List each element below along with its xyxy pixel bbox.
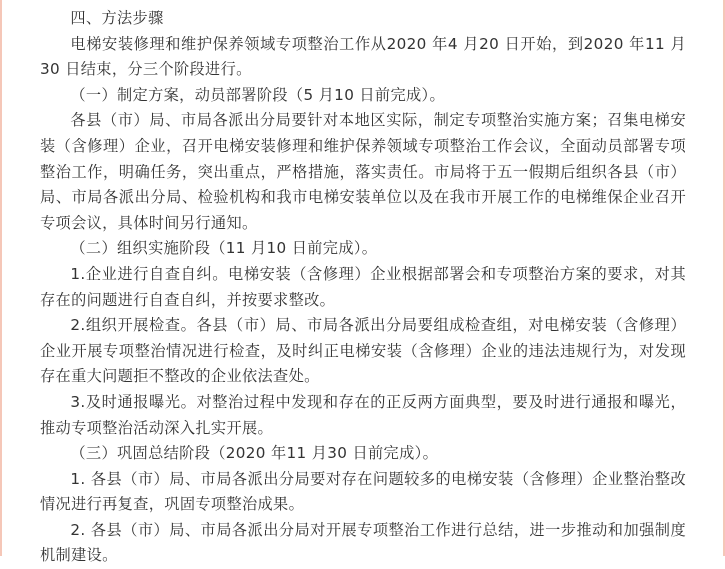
phase-1-title: （一）制定方案，动员部署阶段（5 月10 日前完成）。 (70, 85, 446, 104)
left-border-line (0, 0, 2, 556)
phase-3-title: （三）巩固总结阶段（2020 年11 月30 日前完成）。 (70, 444, 439, 463)
phase-1-body: 各县（市）局、市局各派出分局要针对本地区实际，制定专项整治实施方案；召集电梯安装（含修理）企业，召开电梯安装修理和维护保养领域专项整治工作会议，全面动员部署专项整治工作，明确任务，突出重点，严格措施，落实责任。市局将于五一假期后组织各县（市）局、市局各派出分局、检验机构和我市电梯安装单位以及在我市开展工作的电梯维保企业召开专项会议，具体时间另行通知。 (40, 111, 686, 232)
phase-3-item-2: 2. 各县（市）局、市局各派出分局对开展专项整治工作进行总结，进一步推动和加强制度机制建设。 (40, 520, 686, 565)
section-heading: 四、方法步骤 (70, 9, 164, 27)
phase-2-item-3: 3.及时通报曝光。对整治过程中发现和存在的正反两方面典型，要及时进行通报和曝光，推动专项整治活动深入扎实开展。 (40, 392, 686, 437)
phase-2-title: （二）组织实施阶段（11 月10 日前完成）。 (70, 239, 378, 258)
phase-3-item-1: 1. 各县（市）局、市局各派出分局要对存在问题较多的电梯安装（含修理）企业整治整改情况进行再复查，巩固专项整治成果。 (40, 469, 686, 514)
intro-paragraph: 电梯安装修理和维护保养领域专项整治工作从2020 年4 月20 日开始，到2020 年11 月30 日结束，分三个阶段进行。 (40, 34, 686, 79)
article-body (40, 6, 686, 569)
phase-2-item-1: 1.企业进行自查自纠。电梯安装（含修理）企业根据部署会和专项整治方案的要求，对其存在的问题进行自查自纠，并按要求整改。 (40, 264, 686, 309)
phase-2-item-2: 2.组织开展检查。各县（市）局、市局各派出分局要组成检查组，对电梯安装（含修理）企业开展专项整治情况进行检查，及时纠正电梯安装（含修理）企业的违法违规行为，对发现存在重大问题拒不整改的企业依法查处。 (40, 316, 686, 386)
